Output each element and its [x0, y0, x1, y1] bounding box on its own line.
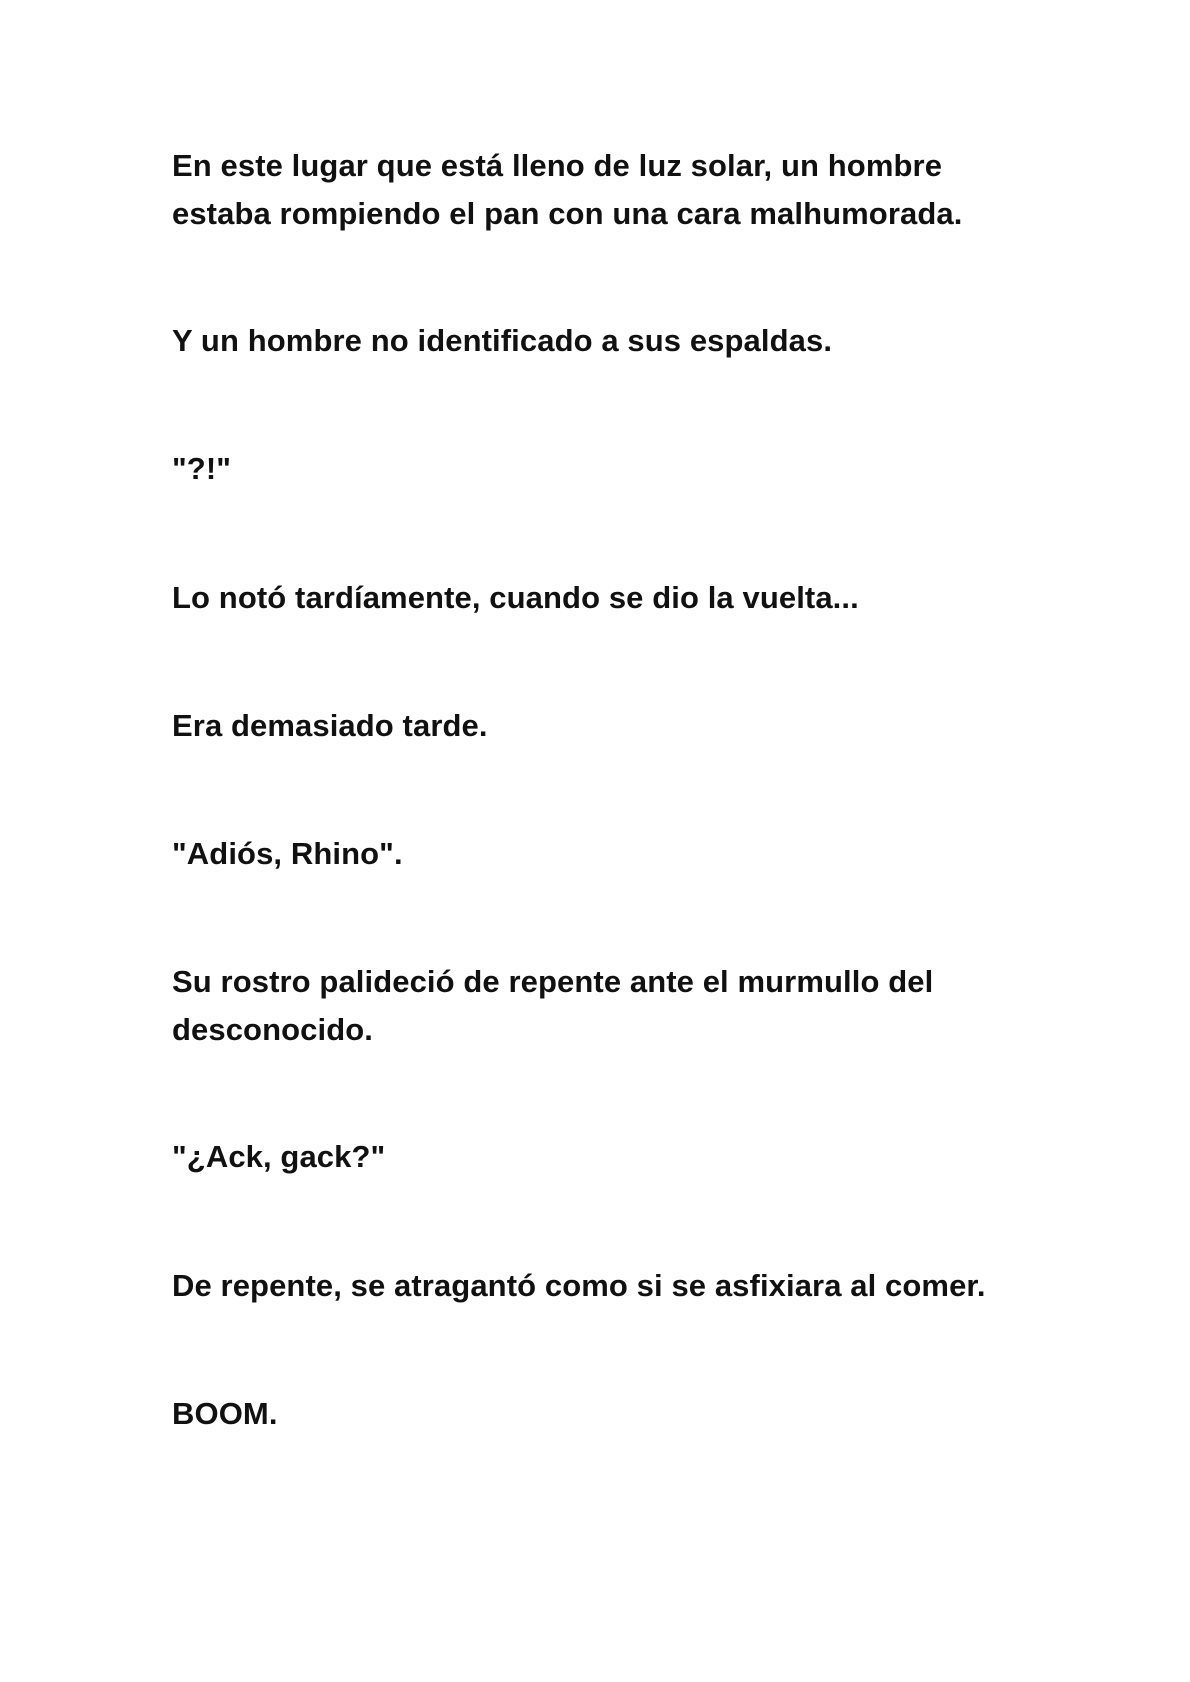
paragraph: En este lugar que está lleno de luz solar, un hombre estaba rompiendo el pan con una cara malhumorada. — [172, 148, 963, 231]
paragraph: "Adiós, Rhino". — [172, 836, 403, 871]
paragraph: De repente, se atragantó como si se asfixiara al comer. — [172, 1268, 986, 1303]
paragraph: Lo notó tardíamente, cuando se dio la vuelta... — [172, 580, 859, 615]
paragraph: "?!" — [172, 451, 232, 486]
paragraph: Y un hombre no identificado a sus espaldas. — [172, 323, 833, 358]
paragraph: Su rostro palideció de repente ante el murmullo del desconocido. — [172, 964, 934, 1047]
paragraph: BOOM. — [172, 1396, 278, 1431]
paragraph: Era demasiado tarde. — [172, 708, 488, 743]
paragraph: "¿Ack, gack?" — [172, 1139, 386, 1174]
